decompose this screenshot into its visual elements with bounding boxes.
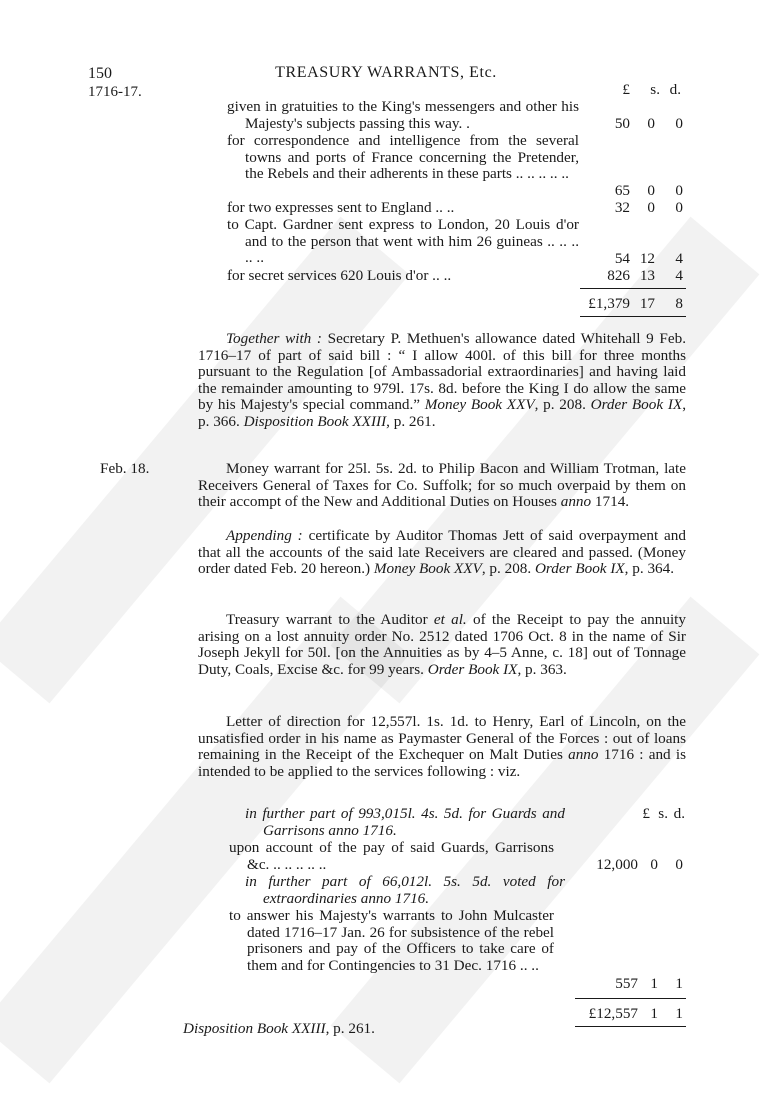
sub-heading: in further part of 66,012l. 5s. 5d. voted for extraordinaries anno 1716.: [245, 873, 565, 907]
together-paragraph: Together with : Secretary P. Methuen's allowance dated Whitehall 9 Feb. 1716–17 of part of said bill : “ I allow 400l. of this bill for three months pursuant to the Regulation [of Ambassadorial extraordinaries] and having laid the remainder amounting to 979l. 17s. 8d. before the King I do allow the same by his Majesty's special command.” Money Book XXV, p. 208. Order Book IX, p. 366. Disposition Book XXIII, p. 261.: [198, 330, 686, 430]
expense-item: to Capt. Gardner sent express to London, 20 Louis d'or and to the person that went with him 26 guineas .. .. .. .. ..: [227, 216, 579, 267]
money-warrant-paragraph: Money warrant for 25l. 5s. 2d. to Philip Bacon and William Trotman, late Receivers General of Taxes for Co. Suffolk; for so much overpaid by them on their accompt of the New and Additional Duties on Houses anno 1714.: [198, 460, 686, 511]
margin-year: 1716-17.: [88, 84, 142, 100]
pound-symbol: £: [622, 81, 630, 98]
shilling-symbol: s.: [650, 81, 660, 98]
total-rule: [575, 1026, 686, 1027]
expense-item: for secret services 620 Louis d'or .. ..: [227, 267, 452, 284]
expense-item: for correspondence and intelligence from the several towns and ports of France concerning the Pretender, the Rebels and their adherents in these parts .. .. .. .. ..: [227, 132, 579, 183]
expense-item: to answer his Majesty's warrants to John Mulcaster dated 1716–17 Jan. 26 for subsistence of the rebel prisoners and pay of the Officers to take care of them and for Contingencies to 31 Dec. 1716 .. ..: [229, 907, 554, 974]
expense-item: upon account of the pay of said Guards, Garrisons &c. .. .. .. .. ..: [229, 839, 554, 873]
expense-item: for two expresses sent to England .. ..: [227, 199, 455, 216]
appending-paragraph: Appending : certificate by Auditor Thomas Jett of said overpayment and that all the accounts of the said late Receivers are cleared and passed. (Money order dated Feb. 20 hereon.) Money Book XXV, p. 208. Order Book IX, p. 364.: [198, 527, 686, 578]
total-rule: [580, 316, 686, 317]
page-number: 150: [88, 65, 112, 82]
treasury-warrant-paragraph: Treasury warrant to the Auditor et al. of the Receipt to pay the annuity arising on a lost annuity order No. 2512 dated 1706 Oct. 8 in the name of Sir Joseph Jekyll for 50l. [on the Annuities as by 4–5 Anne, c. 18] out of Tonnage Duty, Coals, Excise &c. for 99 years. Order Book IX, p. 363.: [198, 611, 686, 678]
letter-of-direction-paragraph: Letter of direction for 12,557l. 1s. 1d. to Henry, Earl of Lincoln, on the unsatisfied order in his name as Paymaster General of the Forces : out of loans remaining in the Receipt of the Exchequer on Malt Duties anno 1716 : and is intended to be applied to the services following : viz.: [198, 713, 686, 780]
sub-heading: in further part of 993,015l. 4s. 5d. for Guards and Garrisons anno 1716.: [245, 805, 565, 839]
expense-item: given in gratuities to the King's messengers and other his Majesty's subjects passing this way. .: [227, 98, 579, 132]
margin-date: Feb. 18.: [100, 460, 150, 477]
running-head: TREASURY WARRANTS, Etc.: [275, 64, 497, 81]
footer-reference: Disposition Book XXIII, p. 261.: [183, 1020, 375, 1037]
total-rule: [575, 998, 686, 999]
pence-symbol: d.: [669, 81, 681, 98]
total-rule: [580, 288, 686, 289]
